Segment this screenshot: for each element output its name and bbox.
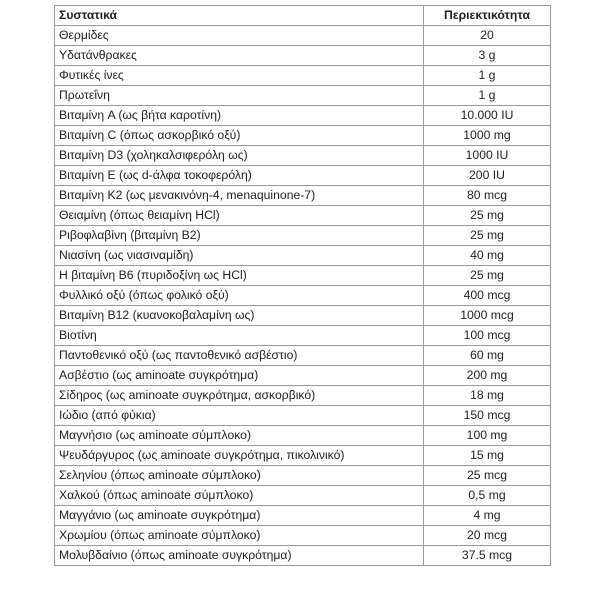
ingredient-cell: Σίδηρος (ως aminoate συγκρότημα, ασκορβικό) <box>55 386 424 406</box>
table-row <box>55 166 551 186</box>
amount-cell: 37.5 mcg <box>424 546 551 566</box>
amount-cell: 80 mcg <box>424 186 551 206</box>
table-row <box>55 186 551 206</box>
amount-cell: 100 mcg <box>424 326 551 346</box>
amount-cell: 20 <box>424 26 551 46</box>
table-row <box>55 366 551 386</box>
amount-cell: 400 mcg <box>424 286 551 306</box>
table-row <box>55 546 551 566</box>
ingredient-cell: Πρωτεΐνη <box>55 86 424 106</box>
amount-cell: 3 g <box>424 46 551 66</box>
table-row <box>55 246 551 266</box>
amount-cell: 1 g <box>424 66 551 86</box>
ingredient-cell: Ασβέστιο (ως aminoate συγκρότημα) <box>55 366 424 386</box>
ingredient-cell: Σεληνίου (όπως aminoate σύμπλοκο) <box>55 466 424 486</box>
table-row <box>55 486 551 506</box>
table-row <box>55 146 551 166</box>
table-row <box>55 466 551 486</box>
ingredient-cell: Ριβοφλαβίνη (βιταμίνη B2) <box>55 226 424 246</box>
ingredient-cell: Βιταμίνη C (όπως ασκορβικό οξύ) <box>55 126 424 146</box>
ingredient-cell: Φυτικές ίνες <box>55 66 424 86</box>
ingredient-cell: Παντοθενικό οξύ (ως παντοθενικό ασβέστιο) <box>55 346 424 366</box>
amount-cell: 150 mcg <box>424 406 551 426</box>
ingredient-cell: Μαγγάνιο (ως aminoate συγκρότημα) <box>55 506 424 526</box>
ingredient-cell: Θειαμίνη (όπως θειαμίνη HCl) <box>55 206 424 226</box>
ingredient-cell: Βιταμίνη E (ως d-άλφα τοκοφερόλη) <box>55 166 424 186</box>
amount-cell: 200 mg <box>424 366 551 386</box>
amount-cell: 20 mcg <box>424 526 551 546</box>
table-row <box>55 86 551 106</box>
amount-column-header: Περιεκτικότητα <box>424 6 551 26</box>
amount-cell: 1000 mcg <box>424 306 551 326</box>
table-row <box>55 266 551 286</box>
amount-cell: 10.000 IU <box>424 106 551 126</box>
amount-cell: 25 mg <box>424 226 551 246</box>
ingredient-cell: Νιασίνη (ως νιασιναμίδη) <box>55 246 424 266</box>
nutrition-table-container <box>54 5 550 566</box>
ingredient-cell: Χαλκού (όπως aminoate σύμπλοκο) <box>55 486 424 506</box>
table-row <box>55 226 551 246</box>
ingredient-cell: Ιώδιο (από φύκια) <box>55 406 424 426</box>
table-row <box>55 406 551 426</box>
ingredient-cell: Φυλλικό οξύ (όπως φολικό οξύ) <box>55 286 424 306</box>
table-row <box>55 506 551 526</box>
ingredient-cell: Βιοτίνη <box>55 326 424 346</box>
ingredient-cell: Θερμίδες <box>55 26 424 46</box>
table-header-row <box>55 6 551 26</box>
amount-cell: 18 mg <box>424 386 551 406</box>
amount-cell: 1000 mg <box>424 126 551 146</box>
table-row <box>55 306 551 326</box>
amount-cell: 100 mg <box>424 426 551 446</box>
table-row <box>55 46 551 66</box>
table-row <box>55 26 551 46</box>
amount-cell: 0,5 mg <box>424 486 551 506</box>
ingredient-cell: Η βιταμίνη B6 (πυριδοξίνη ως HCl) <box>55 266 424 286</box>
ingredient-cell: Υδατάνθρακες <box>55 46 424 66</box>
ingredient-cell: Μολυβδαίνιο (όπως aminoate συγκρότημα) <box>55 546 424 566</box>
amount-cell: 1000 IU <box>424 146 551 166</box>
table-row <box>55 386 551 406</box>
amount-cell: 1 g <box>424 86 551 106</box>
table-row <box>55 526 551 546</box>
table-row <box>55 426 551 446</box>
table-row <box>55 106 551 126</box>
table-row <box>55 326 551 346</box>
ingredient-cell: Βιταμίνη K2 (ως μενακινόνη-4, menaquinone-7) <box>55 186 424 206</box>
table-row <box>55 66 551 86</box>
ingredient-cell: Ψευδάργυρος (ως aminoate συγκρότημα, πικολινικό) <box>55 446 424 466</box>
amount-cell: 40 mg <box>424 246 551 266</box>
ingredient-cell: Βιταμίνη B12 (κυανοκοβαλαμίνη ως) <box>55 306 424 326</box>
ingredient-cell: Βιταμίνη A (ως βήτα καροτίνη) <box>55 106 424 126</box>
nutrition-table <box>54 5 551 566</box>
amount-cell: 25 mg <box>424 206 551 226</box>
ingredient-cell: Χρωμίου (όπως aminoate σύμπλοκο) <box>55 526 424 546</box>
ingredient-cell: Μαγνήσιο (ως aminoate σύμπλοκο) <box>55 426 424 446</box>
table-body <box>55 26 551 566</box>
ingredient-cell: Βιταμίνη D3 (χοληκαλσιφερόλη ως) <box>55 146 424 166</box>
table-row <box>55 446 551 466</box>
amount-cell: 25 mcg <box>424 466 551 486</box>
amount-cell: 15 mg <box>424 446 551 466</box>
table-row <box>55 126 551 146</box>
amount-cell: 25 mg <box>424 266 551 286</box>
amount-cell: 60 mg <box>424 346 551 366</box>
ingredient-column-header: Συστατικά <box>55 6 424 26</box>
table-row <box>55 286 551 306</box>
table-row <box>55 346 551 366</box>
amount-cell: 4 mg <box>424 506 551 526</box>
amount-cell: 200 IU <box>424 166 551 186</box>
table-row <box>55 206 551 226</box>
